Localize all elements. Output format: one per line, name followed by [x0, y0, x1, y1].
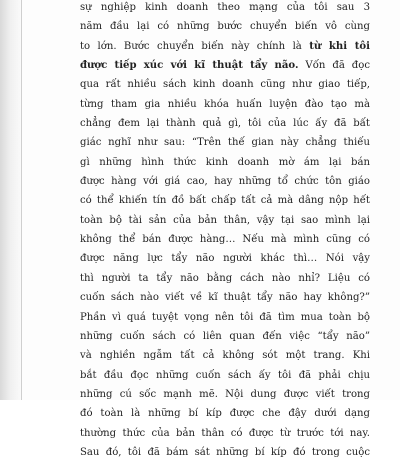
text-segment: và nghiền ngẫm tất cả không sót một trang. Khi [80, 350, 370, 362]
text-line [80, 114, 370, 133]
text-line [80, 133, 370, 152]
text-line [80, 56, 370, 75]
text-line [80, 17, 370, 36]
text-line [80, 385, 370, 404]
book-gutter-shadow [0, 0, 22, 400]
text-segment: thì người ta tẩy não bằng cách nào nhỉ? Liệu có [80, 272, 370, 284]
text-segment: từng tham gia nhiều khóa huấn luyện đào tạo mà [80, 98, 370, 110]
bold-text-segment: được tiếp xúc với kĩ thuật tẩy não. [80, 60, 299, 72]
text-line [80, 288, 370, 307]
text-line [80, 230, 370, 249]
text-segment: cuốn sách nào viết về kĩ thuật tẩy não hay không?” [80, 292, 370, 304]
text-segment: thường thức của bản thân có được từ trước tới nay. [80, 427, 370, 439]
text-segment: chẳng đem lại thành quả gì, tôi của lúc ấy đã bất [80, 118, 370, 130]
text-line [80, 269, 370, 288]
text-segment: Vốn đã đọc [298, 60, 370, 72]
text-segment: đó toàn là những bí kíp được che đậy dưới dạng [80, 408, 370, 420]
text-line [80, 249, 370, 268]
bold-text-segment: từ khi tôi [309, 40, 370, 52]
text-line [80, 172, 370, 191]
book-spine-edge [21, 0, 22, 400]
text-line [80, 308, 370, 327]
text-segment: Sau đó, tôi đã bám sát những bí kíp đó trong cuộc [80, 446, 370, 458]
text-line [80, 366, 370, 385]
text-segment: những cú sốc mạnh mẽ. Nội dung được viết trong [80, 388, 370, 400]
text-line [80, 443, 370, 462]
text-segment: năm đầu lại có những bước chuyển biến vô cùng [80, 21, 370, 33]
text-segment: được hàng với giá cao, hay những tổ chức tôn giáo [80, 176, 370, 188]
text-line [80, 327, 370, 346]
body-text [80, 0, 370, 462]
text-segment: bắt đầu đọc những cuốn sách ấy tôi đã phải chịu [80, 369, 370, 381]
text-segment: những cuốn sách có liên quan đến việc “tẩy não” [80, 330, 370, 342]
text-line [80, 191, 370, 210]
text-segment: được năng lực tẩy não người khác thì… Nói vậy [80, 253, 370, 265]
text-line [80, 153, 370, 172]
text-line [80, 75, 370, 94]
text-line [80, 0, 370, 17]
text-segment: to lớn. Bước chuyển biến này chính là [80, 40, 310, 52]
text-segment: không thể bán được hàng… Nếu mà mình cũng có [80, 234, 370, 246]
text-line [80, 95, 370, 114]
text-segment: có thể khiến tín đồ bất chấp tất cả mà dâng nộp hết [80, 195, 370, 207]
text-segment: toàn bộ tài sản của bản thân, vậy tại sao mình lại [80, 214, 370, 226]
text-segment: Phần vì quá tuyệt vọng nên tôi đã tìm mua toàn bộ [80, 311, 370, 323]
text-segment: qua rất nhiều sách kinh doanh cũng như giao tiếp, [80, 79, 370, 91]
text-segment: giác nghĩ như sau: “Trên thế gian này chẳng thiếu [80, 137, 370, 149]
text-segment: gì những hình thức kinh doanh mờ ám lại bán [80, 156, 370, 168]
text-line [80, 424, 370, 443]
text-line [80, 37, 370, 56]
text-line [80, 346, 370, 365]
text-line [80, 404, 370, 423]
text-segment: sự nghiệp kinh doanh theo mạng của tôi sau 3 [80, 2, 370, 13]
text-line [80, 211, 370, 230]
